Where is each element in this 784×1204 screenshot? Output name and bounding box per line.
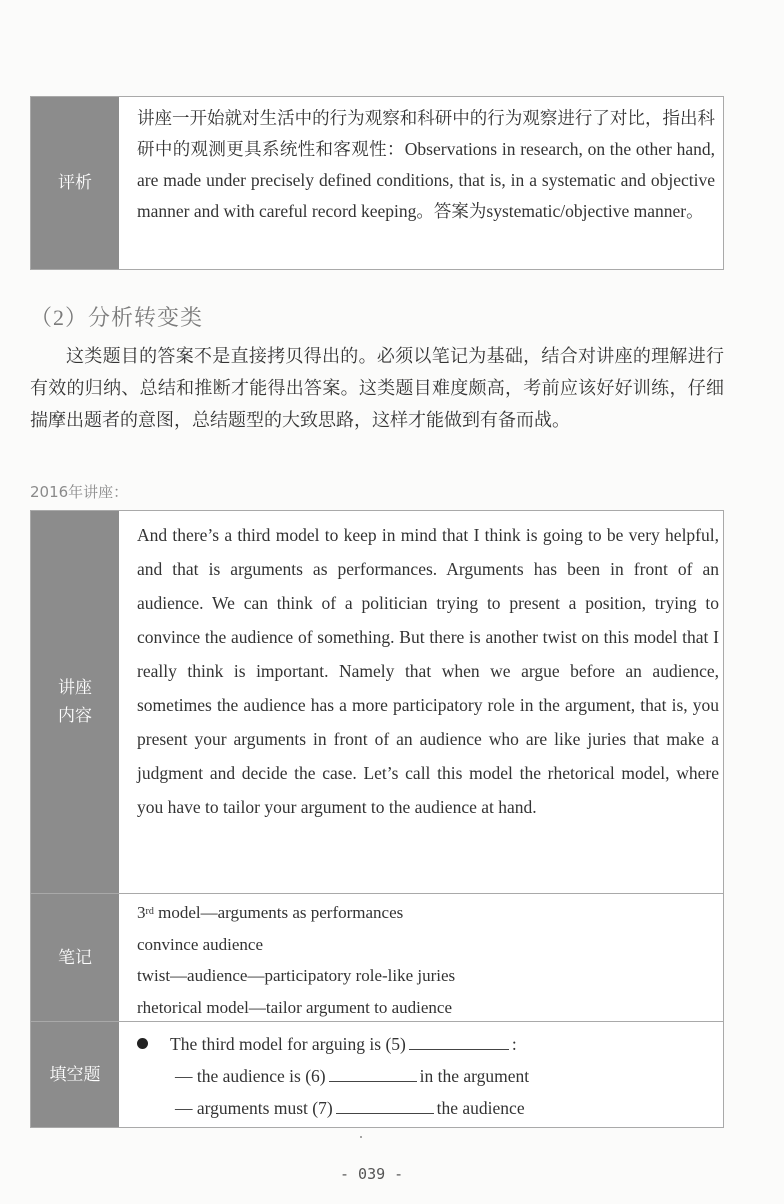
lecture-content-label-line2: 内容 xyxy=(58,706,92,726)
note-line: convince audience xyxy=(137,934,264,954)
fill-line-7: — arguments must (7) the audience xyxy=(137,1092,717,1124)
lecture-content-label-line1: 讲座 xyxy=(58,678,92,698)
notes-label-cell xyxy=(31,894,119,1021)
fill-blank-list xyxy=(137,1028,717,1124)
note-line: twist—audience—participatory role-like juries xyxy=(137,966,456,985)
page-number: - 039 - xyxy=(340,1165,404,1183)
fill-blank-row xyxy=(31,1022,723,1127)
blank-7 xyxy=(336,1095,434,1114)
section-heading: （2）分析转变类 xyxy=(30,305,204,330)
fill-label: 填空题 xyxy=(49,1064,101,1085)
note-line: 3rd model—arguments as performances xyxy=(137,903,404,922)
section-paragraph: 这类题目的答案不是直接拷贝得出的。必须以笔记为基础，结合对讲座的理解进行有效的归纳、总结和推断才能得出答案。这类题目难度颇高，考前应该好好训练，仔细揣摩出题者的意图，总结题型的大致思路，这样才能做到有备而战。 xyxy=(30,346,724,430)
analysis-text: 讲座一开始就对生活中的行为观察和科研中的行为观察进行了对比，指出科研中的观测更具系统性和客观性：Observations in research, on the other hand, are made under precisely defined conditions, that is, in a systematic and objective manner and with careful record keeping。答案为systematic/objective manner。 xyxy=(137,108,715,221)
fill-label-cell xyxy=(31,1022,119,1127)
year-label: 2016年讲座： xyxy=(30,483,129,501)
blank-6 xyxy=(329,1063,417,1082)
notes-row xyxy=(31,894,723,1022)
analysis-box xyxy=(30,96,724,270)
lecture-content-text: And there’s a third model to keep in mind that I think is going to be very helpful, and that is arguments as performances. Arguments has been in front of an audience. We can think of a politician trying to present a position, trying to convince the audience of something. But there is another twist on this model that I really think is important. Namely that when we argue before an audience, sometimes the audience has a more participatory role in the argument, that is, you present your arguments in front of an audience who are like juries that make a judgment and decide the case. Let’s call this model the rhetorical model, where you have to tailor your argument to the audience at hand. xyxy=(137,525,719,817)
analysis-label: 评析 xyxy=(58,173,92,193)
fill-line-6: — the audience is (6) in the argument xyxy=(137,1060,717,1092)
note-line: rhetorical model—tailor argument to audience xyxy=(137,997,453,1017)
decorative-dot xyxy=(360,1136,362,1138)
analysis-label-cell xyxy=(31,97,119,269)
bullet-icon xyxy=(137,1038,148,1049)
blank-5 xyxy=(409,1031,509,1050)
notes-label: 笔记 xyxy=(58,947,92,968)
notes-list xyxy=(137,897,717,1023)
lecture-content-label-cell xyxy=(31,511,119,893)
lecture-box xyxy=(30,510,724,1128)
fill-line-5: The third model for arguing is (5) : xyxy=(137,1028,717,1060)
lecture-content-row xyxy=(31,511,723,894)
